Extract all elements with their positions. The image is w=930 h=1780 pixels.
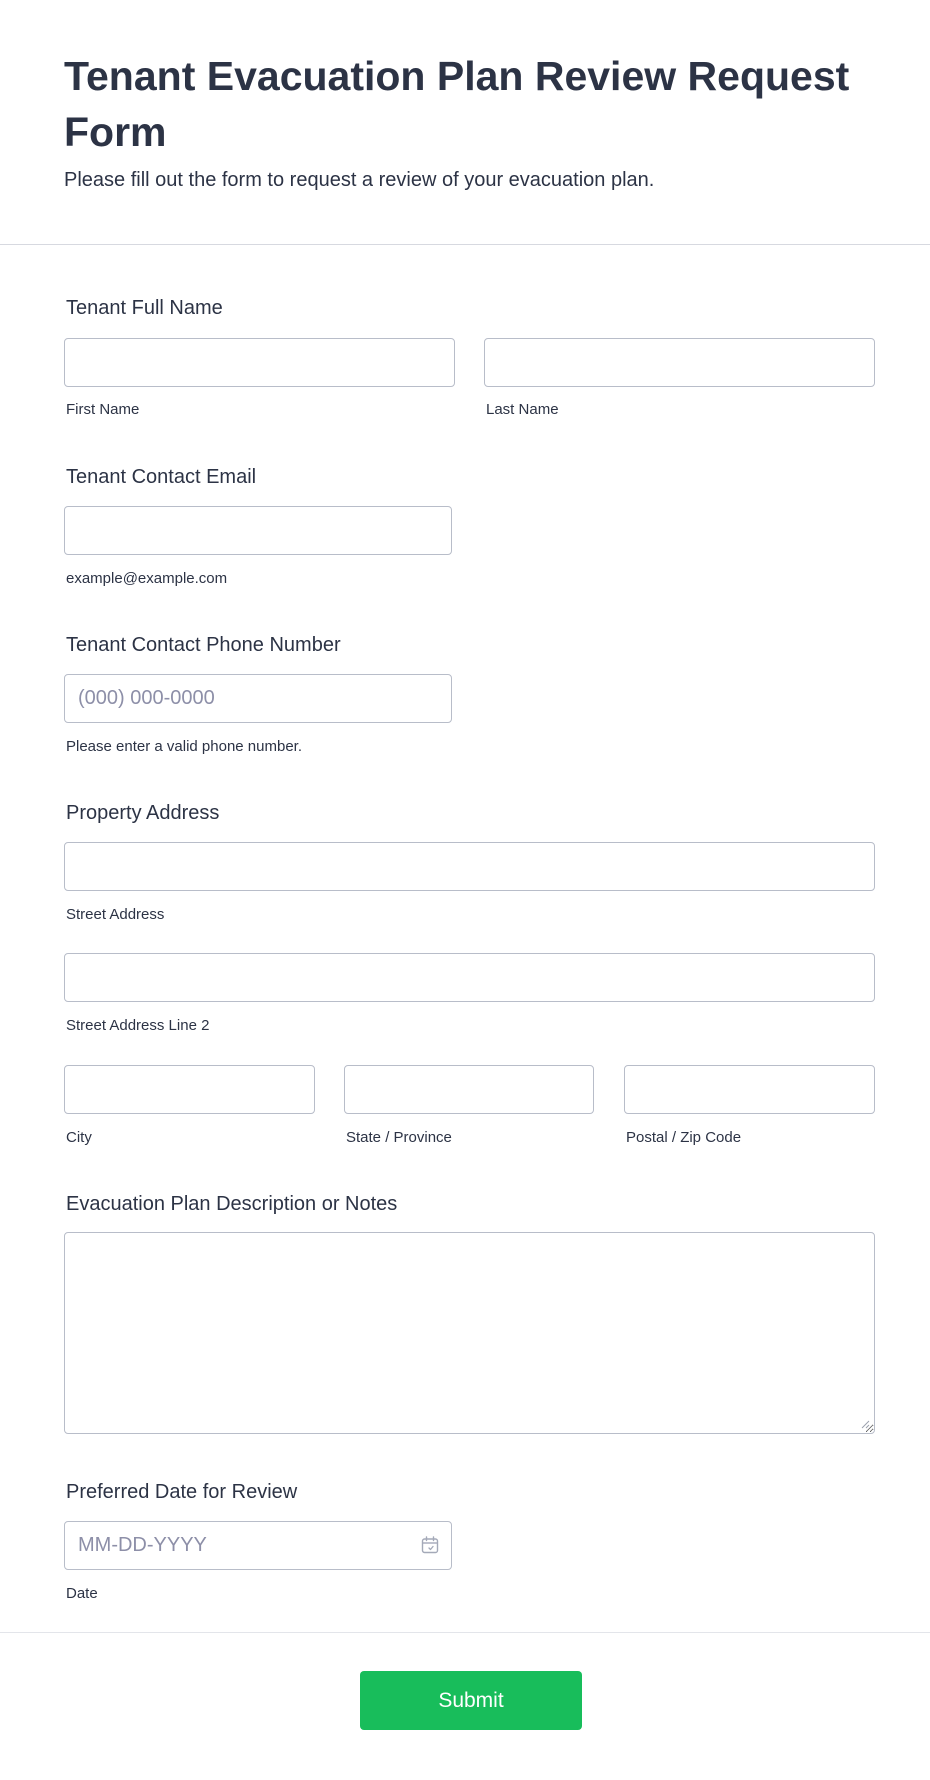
page-subtitle: Please fill out the form to request a review of your evacuation plan. [64, 169, 655, 191]
last-name-sublabel: Last Name [486, 401, 559, 418]
email-label: Tenant Contact Email [66, 466, 257, 488]
address-label: Property Address [66, 802, 220, 824]
street-address-sublabel: Street Address [66, 906, 165, 923]
state-input[interactable] [344, 1065, 594, 1114]
first-name-input[interactable] [64, 338, 455, 387]
phone-label: Tenant Contact Phone Number [66, 634, 341, 656]
date-input[interactable] [64, 1521, 452, 1570]
resize-grip-icon[interactable] [860, 1419, 870, 1429]
city-sublabel: City [66, 1129, 92, 1146]
date-label: Preferred Date for Review [66, 1481, 298, 1503]
email-sublabel: example@example.com [66, 570, 228, 587]
city-input[interactable] [64, 1065, 315, 1114]
phone-input[interactable] [64, 674, 452, 723]
phone-sublabel: Please enter a valid phone number. [66, 738, 302, 755]
zip-sublabel: Postal / Zip Code [626, 1129, 742, 1146]
street-address-line2-sublabel: Street Address Line 2 [66, 1017, 210, 1034]
street-address-line2-input[interactable] [64, 953, 875, 1002]
submit-button[interactable]: Submit [360, 1671, 582, 1730]
street-address-input[interactable] [64, 842, 875, 891]
state-sublabel: State / Province [346, 1129, 452, 1146]
email-field[interactable] [64, 506, 452, 555]
notes-textarea[interactable] [64, 1232, 875, 1434]
full-name-label: Tenant Full Name [66, 297, 223, 319]
form-header [0, 0, 930, 245]
date-picker[interactable] [64, 1521, 452, 1570]
date-sublabel: Date [66, 1585, 98, 1602]
footer-divider [0, 1632, 930, 1633]
first-name-sublabel: First Name [66, 401, 140, 418]
page-title: Tenant Evacuation Plan Review Request Form [64, 53, 850, 155]
zip-input[interactable] [624, 1065, 875, 1114]
last-name-input[interactable] [484, 338, 875, 387]
notes-label: Evacuation Plan Description or Notes [66, 1193, 398, 1215]
calendar-icon[interactable] [421, 1536, 439, 1554]
